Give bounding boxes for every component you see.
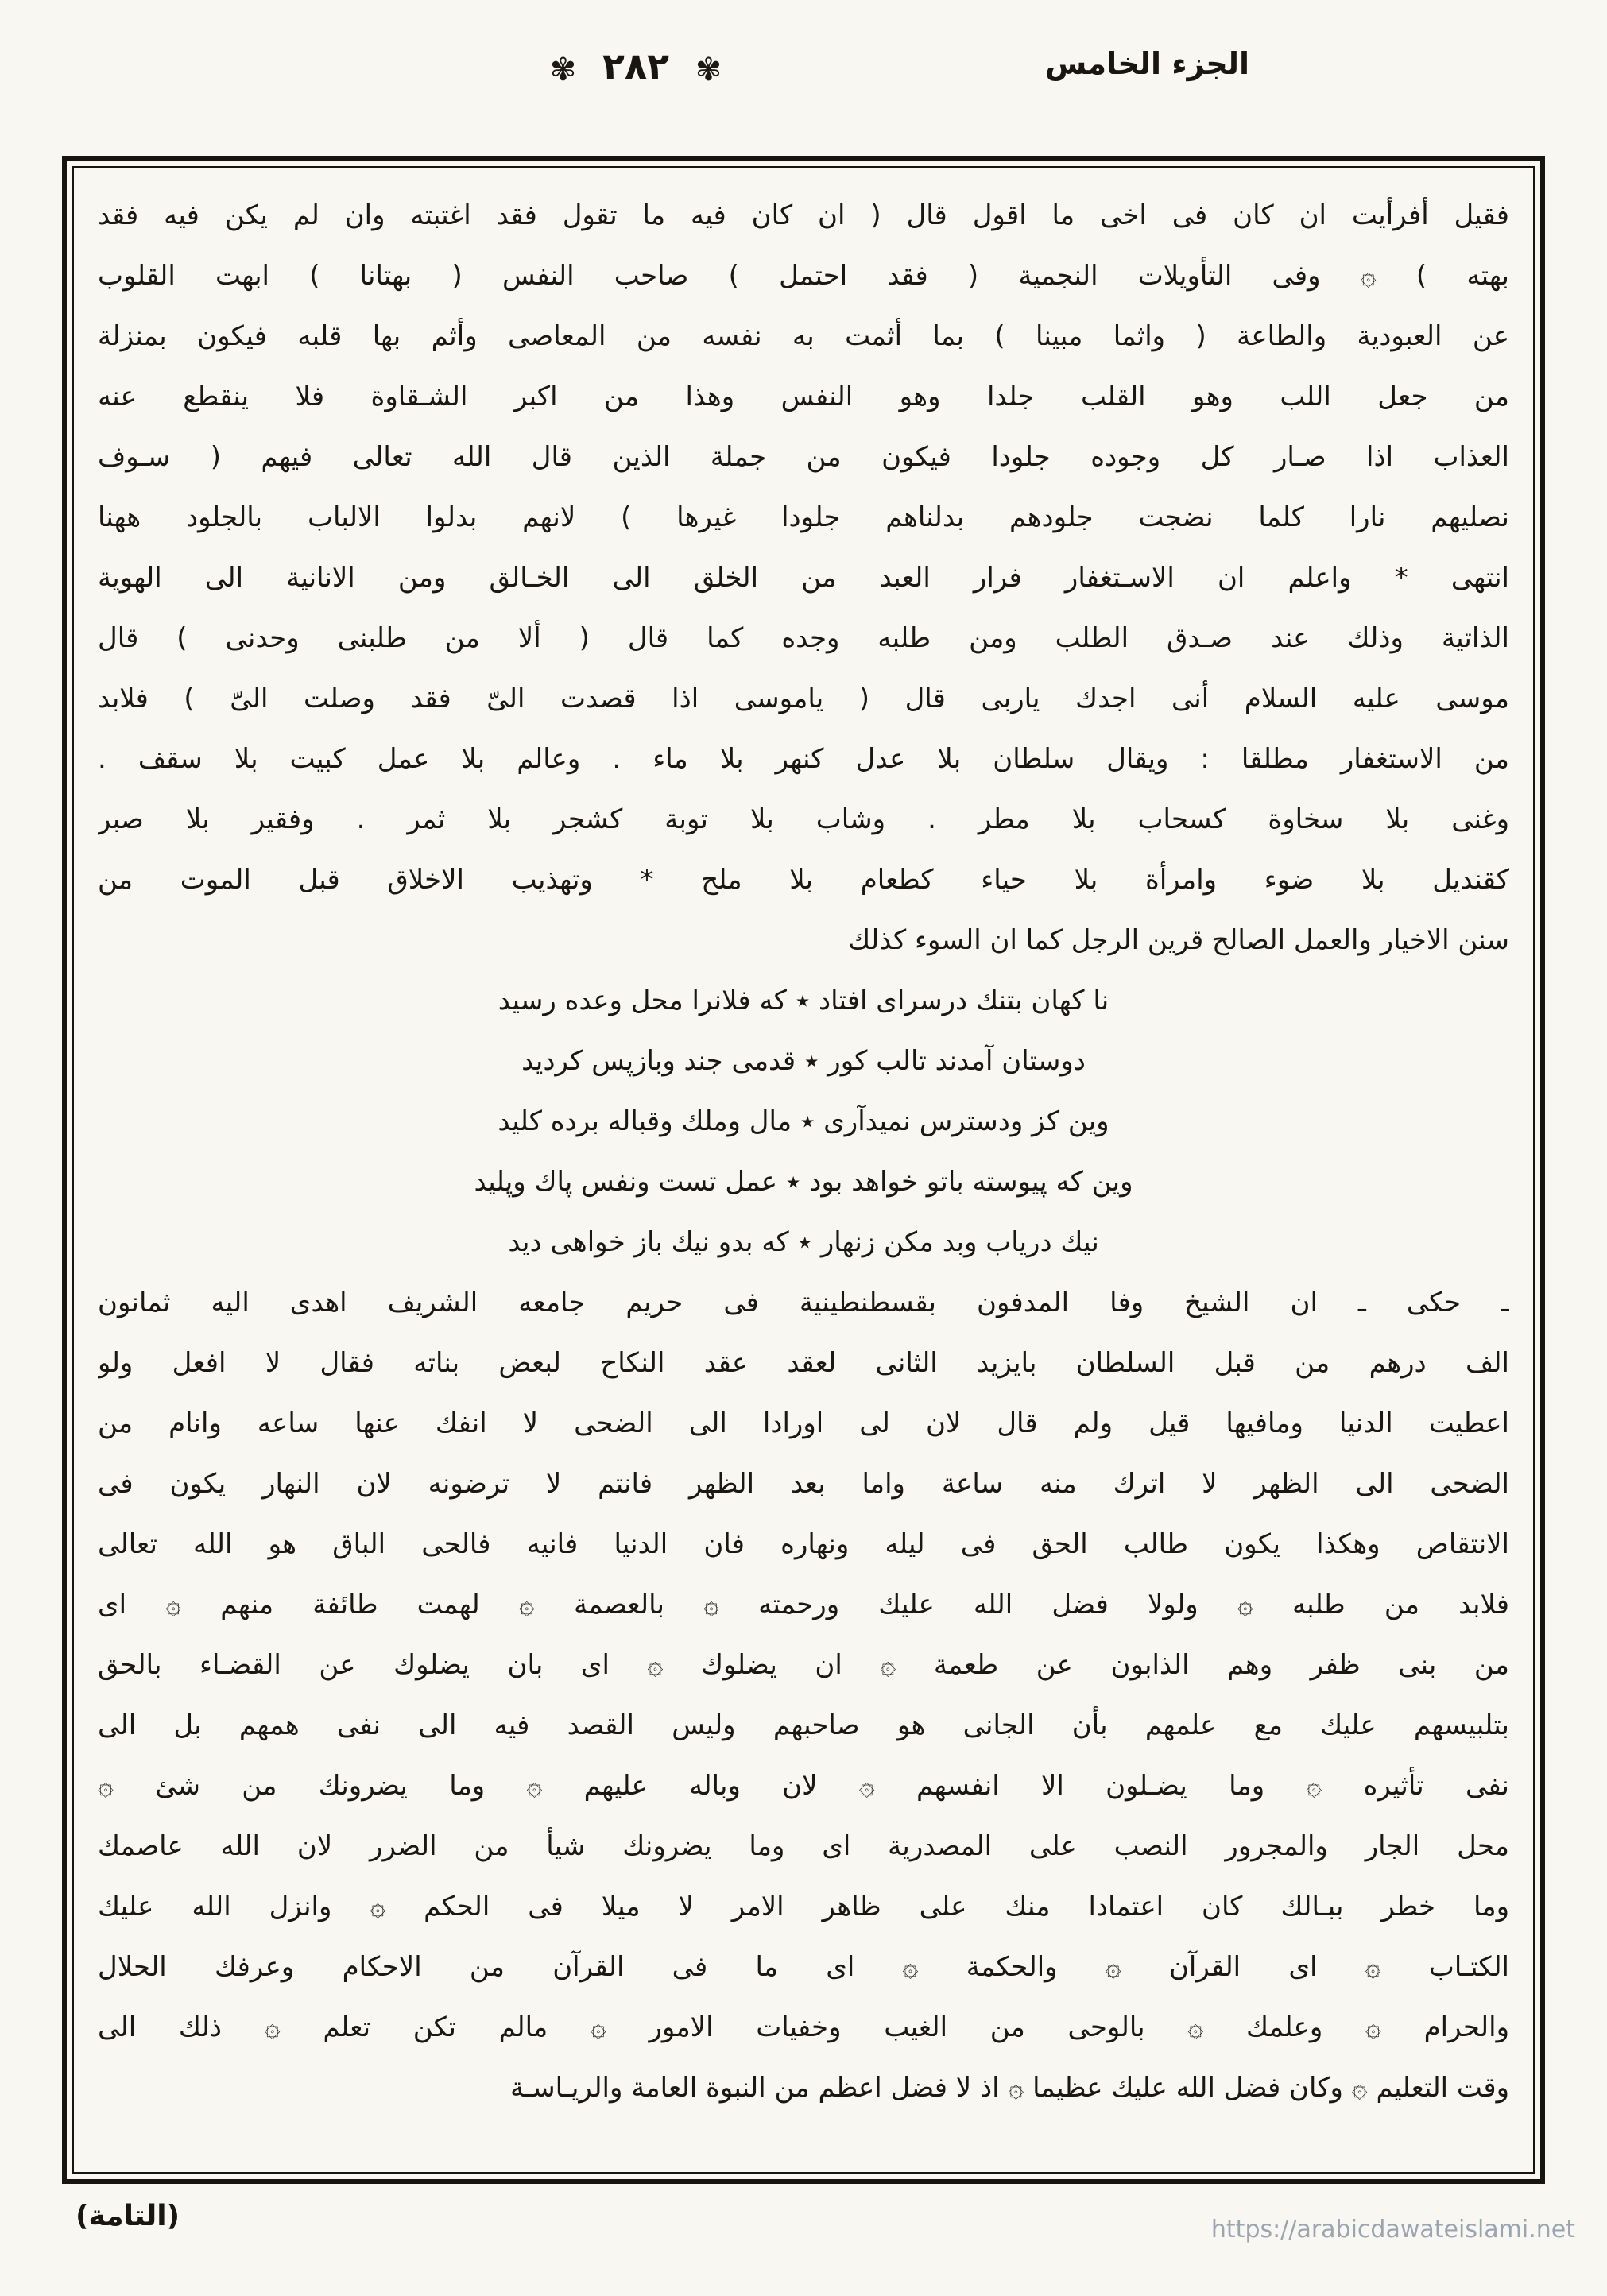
text-line: وغنى بلا سخاوة كسحاب بلا مطر . وشاب بلا توبة كشجر بلا ثمر . وفقير بلا صبر (98, 803, 1509, 835)
poetry-verse: نا كهان بتنك درسراى افتاد ٭ كه فلانرا محل وعده رسيد (498, 985, 1109, 1016)
poetry-verse: وين كه پيوسته باتو خواهد بود ٭ عمل تست ونفس پاك وپليد (474, 1166, 1133, 1198)
text-line: كقنديل بلا ضوء وامرأة بلا حياء كطعام بلا ملح * وتهذيب الاخلاق قبل الموت من (98, 864, 1509, 896)
text-line: فقيل أفرأيت ان كان فى اخى ما اقول قال ( ان كان فيه ما تقول فقد اغتبته وان لم يكن فيه فقد (98, 199, 1509, 231)
text-line: موسى عليه السلام أنى اجدك ياربى قال ( ياموسى اذا قصدت الىّ فقد وصلت الىّ ) فلابد (98, 683, 1509, 714)
text-line: وقت التعليم ۞ وكان فضل الله عليك عظيما ۞ اذ لا فضل اعظم من النبوة العامة والريـاسـة (509, 2072, 1509, 2104)
text-line: من جعل اللب وهو القلب جلدا وهو النفس وهذا من اكبر الشـقاوة فلا ينقطع عنه (98, 381, 1509, 412)
text-line: الذاتية وذلك عند صـدق الطلب ومن طلبه وجده كما قال ( ألا من طلبنى وحدنى ) قال (98, 622, 1509, 654)
page-header (0, 38, 1607, 118)
text-line: الضحى الى الظهر لا اترك منه ساعة واما بعد الظهر فانتم لا ترضونه لان النهار يكون فى (98, 1468, 1509, 1500)
text-line: الف درهم من قبل السلطان بايزيد الثانى لعقد عقد النكاح لبعض بناته فقال لا افعل ولو (98, 1347, 1509, 1379)
text-line: انتهى * واعلم ان الاسـتغفار فرار العبد من الخلق الى الخـالق ومن الانانية الى الهوية (98, 562, 1509, 594)
text-line: الكتـاب ۞ اى القرآن ۞ والحكمة ۞ اى ما فى القرآن من الاحكام وعرفك الحلال (98, 1951, 1509, 1983)
text-line: سنن الاخيار والعمل الصالح قرين الرجل كما ان السوء كذلك (848, 924, 1509, 956)
page-number-cartouche (477, 45, 795, 88)
text-line: وما خطر ببـالك كان اعتمادا منك على ظاهر الامر لا ميلا فى الحكم ۞ وانزل الله عليك (98, 1891, 1509, 1922)
text-line: من الاستغفار مطلقا : ويقال سلطان بلا عدل كنهر بلا ماء . وعالم بلا عمل كبيت بلا سقف . (98, 743, 1509, 775)
poetry-verse: دوستان آمدند تالب كور ٭ قدمى جند وبازپس كرديد (521, 1045, 1086, 1077)
text-line: فلابد من طلبه ۞ ولولا فضل الله عليك ورحمته ۞ بالعصمة ۞ لهمت طائفة منهم ۞ اى (98, 1589, 1509, 1620)
text-line: اعطيت الدنيا ومافيها قيل ولم قال لان لى اورادا الى الضحى لا انفك عنها ساعه وانام من (98, 1407, 1509, 1439)
volume-title: الجزء الخامس (1044, 46, 1249, 81)
poetry-verse: وين كز ودسترس نميدآرى ٭ مال وملك وقباله برده كليد (498, 1105, 1109, 1137)
text-line: والحرام ۞ وعلمك ۞ بالوحى من الغيب وخفيات الامور ۞ مالم تكن تعلم ۞ ذلك الى (98, 2011, 1509, 2043)
text-line: نفى تأثيره ۞ وما يضـلون الا انفسهم ۞ لان وباله عليهم ۞ وما يضرونك من شئ ۞ (98, 1770, 1509, 1802)
text-line: بهته ) ۞ وفى التأويلات النجمية ( فقد احتمل ) صاحب النفس ( بهتانا ) ابهت القلوب (98, 260, 1509, 292)
text-line: ـ حكى ـ ان الشيخ وفا المدفون بقسطنطينية فى حريم جامعه الشريف اهدى اليه ثمانون (98, 1287, 1509, 1318)
text-line: نصليهم نارا كلما نضجت جلودهم بدلناهم جلودا غيرها ) لانهم بدلوا الالباب بالجلود ههنا (98, 501, 1509, 533)
text-line: محل الجار والمجرور النصب على المصدرية اى وما يضرونك شيأ من الضرر لان الله عاصمك (98, 1830, 1509, 1862)
text-line: من بنى ظفر وهم الذابون عن طعمة ۞ ان يضلوك ۞ اى بان يضلوك عن القضـاء بالحق (98, 1649, 1509, 1681)
text-line: الانتقاص وهكذا يكون طالب الحق فى ليله ونهاره فان الدنيا فانيه فالحى الباق هو الله تعالى (98, 1528, 1509, 1560)
floral-ornament-icon: ✾ (695, 51, 722, 88)
poetry-verse: نيك درياب وبد مكن زنهار ٭ كه بدو نيك باز خواهى ديد (508, 1226, 1099, 1258)
text-line: العذاب اذا صـار كل وجوده جلودا فيكون من جملة الذين قال الله تعالى فيهم ( سـوف (98, 441, 1509, 473)
floral-ornament-icon: ✾ (549, 51, 577, 88)
text-line: بتلبيسهم عليك مع علمهم بأن الجانى هو صاحبهم وليس القصد فيه الى نفى همهم بل الى (98, 1709, 1509, 1741)
catchword: (التامة) (76, 2200, 180, 2232)
text-line: عن العبودية والطاعة ( واثما مبينا ) بما أثمت به نفسه من المعاصى وأثم بها قلبه فيكون بمنزلة (98, 320, 1509, 352)
text-frame (72, 166, 1535, 2174)
text-frame-border (62, 156, 1545, 2184)
page-number: ٢٨٢ (602, 45, 670, 87)
watermark-url: https://arabicdawateislami.net (1210, 2216, 1575, 2244)
